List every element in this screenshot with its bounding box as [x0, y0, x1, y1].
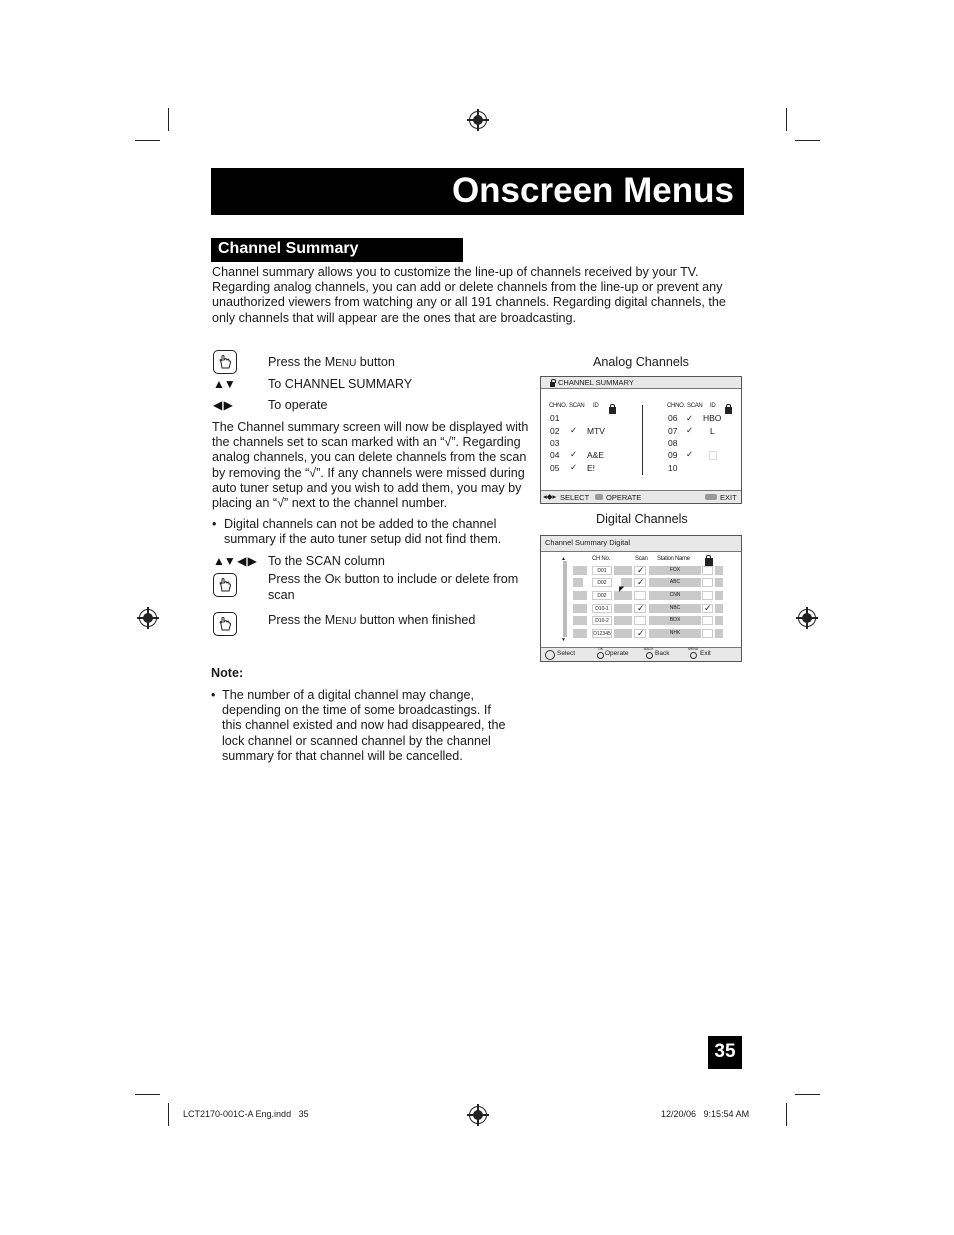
- page-title: Onscreen Menus: [451, 171, 734, 210]
- ok-key-icon: [597, 652, 604, 659]
- hand-button-icon: [213, 350, 237, 374]
- registration-mark-icon: [469, 1106, 487, 1124]
- table-row: 05: [550, 463, 560, 473]
- intro-paragraph: Channel summary allows you to customize the line-up of channels received by your TV. Regarding analog channels, you can add or delete channels from the line-up or prevent any unauthorized viewers from watching any or all 191 channels. Regarding digital channels, the only channels that will appear are the ones that are broadcasting.: [212, 265, 726, 325]
- column-divider: [642, 405, 643, 475]
- lock-icon: [609, 407, 616, 414]
- crop-mark: [168, 108, 169, 131]
- crop-mark: [135, 1094, 160, 1095]
- table-row: 08: [668, 438, 678, 448]
- direction-arrows-icon: ▲▼ ◀ ▶: [213, 554, 256, 568]
- digital-screen-footer: Select OK Operate BACK Back MENU Exit: [541, 647, 741, 661]
- digital-screen-header: [541, 536, 741, 552]
- bullet-icon: •: [212, 517, 217, 531]
- select-pad-icon: [545, 650, 555, 660]
- ok-key-icon: [595, 494, 603, 500]
- table-row: 03: [550, 438, 560, 448]
- step-to-operate: To operate: [268, 398, 328, 412]
- table-row: 06: [668, 413, 678, 423]
- crop-mark: [135, 140, 160, 141]
- digital-screen-title: Channel Summary Digital: [545, 538, 631, 547]
- step-to-scan-column: To the SCAN column: [268, 554, 385, 568]
- analog-channel-summary-screen: CHANNEL SUMMARY CHNO. SCAN ID CHNO. SCAN ID 01 02 ✓ MTV 03 04 ✓ A&E 05 ✓ E! 06 ✓ HBO 07 ✓ L 08 09 ✓ 10 ◂◆▸ SELECT OPERATE EXIT: [540, 376, 742, 504]
- crop-mark: [795, 140, 820, 141]
- table-row: 04: [550, 450, 560, 460]
- hand-button-icon: [213, 573, 237, 597]
- scroll-up-icon[interactable]: ▲: [561, 556, 566, 562]
- crop-mark: [786, 1103, 787, 1126]
- step-press-menu-finished: Press the MENU button when finished: [268, 613, 476, 627]
- note-label: Note:: [211, 666, 244, 680]
- registration-mark-icon: [469, 111, 487, 129]
- table-row: 01: [550, 413, 560, 423]
- scroll-down-icon[interactable]: ▼: [561, 637, 566, 643]
- menu-key-icon: [705, 494, 717, 500]
- registration-mark-icon: [798, 609, 816, 627]
- page-number-box: [708, 1036, 742, 1069]
- crop-mark: [795, 1094, 820, 1095]
- select-arrows-icon: ◂◆▸: [543, 492, 557, 501]
- file-slug: LCT2170-001C-A Eng.indd 35: [183, 1109, 309, 1119]
- menu-key-icon: [690, 652, 697, 659]
- lock-icon: [705, 558, 713, 566]
- title-bar: [211, 168, 744, 215]
- step-press-menu: Press the MENU button: [268, 355, 395, 369]
- analog-caption: Analog Channels: [593, 355, 689, 369]
- analog-screen-header: [541, 377, 741, 389]
- section-title: Channel Summary: [218, 240, 359, 257]
- step-to-channel-summary: To CHANNEL SUMMARY: [268, 377, 413, 391]
- bullet-icon: •: [211, 688, 216, 702]
- timestamp-slug: 12/20/06 9:15:54 AM: [661, 1109, 750, 1119]
- scrollbar[interactable]: [563, 561, 567, 637]
- note-bullet: • The number of a digital channel may change, depending on the time of some broadcastings. If this channel existed and now had disappeared, the lock channel or scanned channel by the channel summary for that channel will be cancelled.: [211, 688, 506, 763]
- registration-mark-icon: [139, 609, 157, 627]
- analog-screen-title: CHANNEL SUMMARY: [558, 378, 634, 387]
- page-number: 35: [714, 1041, 736, 1062]
- bullet-digital: • Digital channels can not be added to the channel summary if the auto tuner setup did not find them.: [212, 517, 502, 547]
- explanation-paragraph: The Channel summary screen will now be displayed with the channels set to scan marked with an “√”. Regarding analog channels, you can delete channels from the scan by removing the “√”. If any channels were missed during auto tuner setup and you wish to add them, you may by placing an “√” next to the channel number.: [212, 420, 529, 511]
- digital-caption: Digital Channels: [596, 512, 688, 526]
- cursor-icon: ◤: [619, 586, 625, 593]
- digital-channel-summary-screen: Channel Summary Digital CH No. Scan Station Name ▲ ▼ D01 ✓ FOX D02 ✓ ABC D02 CNN D10-1 ✓ NBC ✓ D10-2 BOX D12345 ✓ NHK ◤ Select OK Operate BACK Back MENU Exit: [540, 535, 742, 662]
- crop-mark: [168, 1103, 169, 1126]
- crop-mark: [786, 108, 787, 131]
- step-press-ok: Press the OK button to include or delete from scan: [268, 572, 519, 603]
- id-input-box: [709, 451, 717, 460]
- section-header: [211, 238, 463, 262]
- up-down-arrows-icon: ▲▼: [213, 377, 235, 391]
- left-right-arrows-icon: ◀ ▶: [213, 398, 232, 412]
- table-row: 10: [668, 463, 678, 473]
- table-row: 02: [550, 426, 560, 436]
- table-row: 09: [668, 450, 678, 460]
- back-key-icon: [646, 652, 653, 659]
- hand-button-icon: [213, 612, 237, 636]
- lock-icon: [725, 407, 732, 414]
- analog-screen-footer: ◂◆▸ SELECT OPERATE EXIT: [541, 490, 741, 503]
- table-row: 07: [668, 426, 678, 436]
- lock-icon: [550, 382, 555, 387]
